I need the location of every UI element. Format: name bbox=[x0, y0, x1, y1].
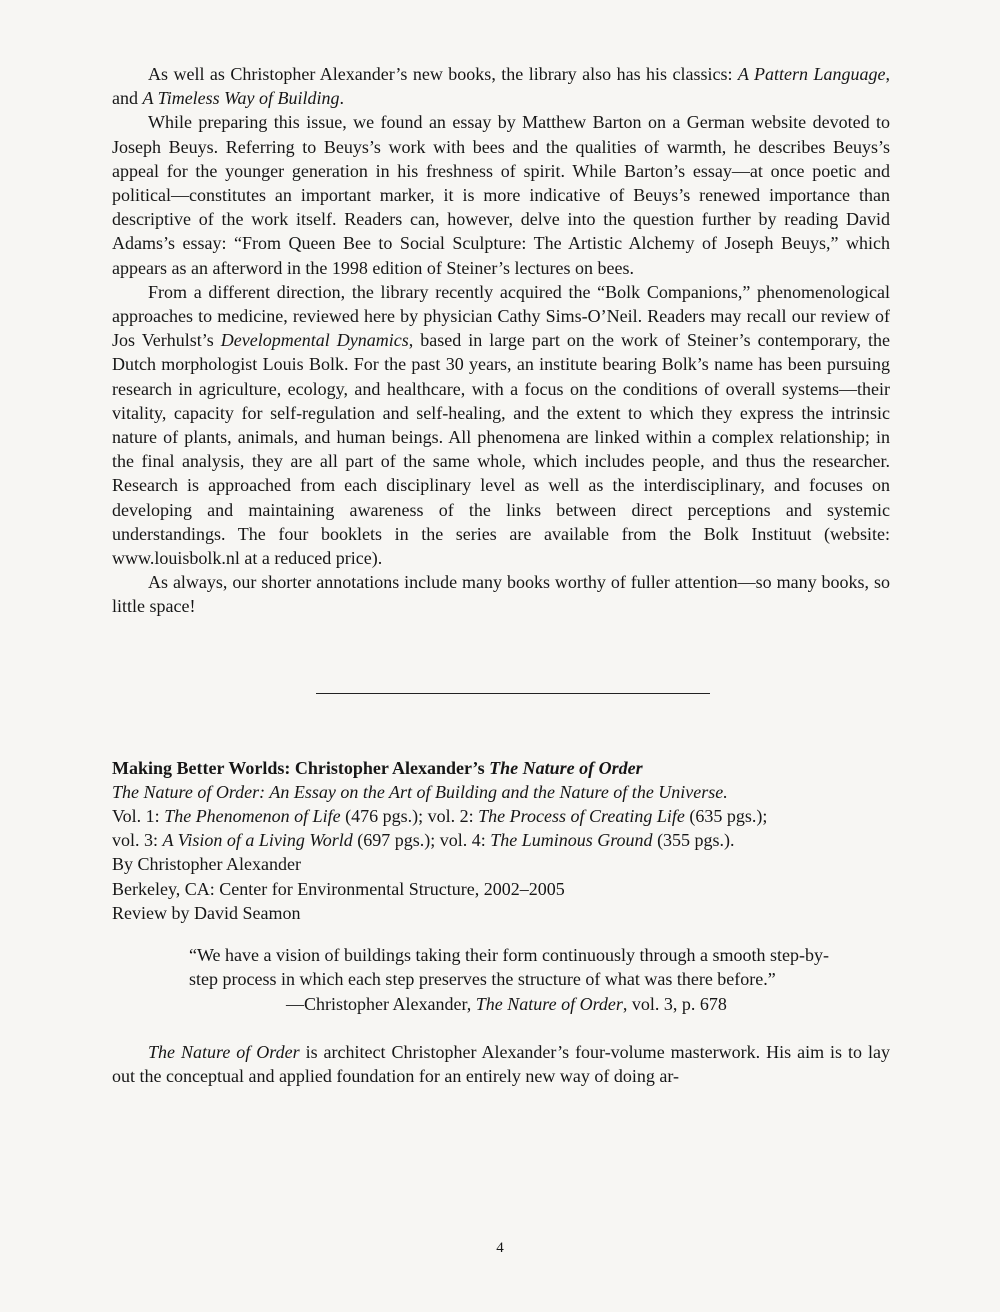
paragraph-shorter-annotations: As always, our shorter annotations include many books worthy of fuller attention—so many books, so little space! bbox=[112, 572, 890, 617]
review-full-title: The Nature of Order: An Essay on the Art of Building and the Nature of the Universe. bbox=[112, 781, 728, 802]
epigraph-attribution: —Christopher Alexander, The Nature of Order, vol. 3, p. 678 bbox=[286, 993, 727, 1014]
review-body-paragraph: The Nature of Order is architect Christopher Alexander’s four-volume masterwork. His aim is to lay out the conceptual and applied foundation for an entirely new way of doing ar- bbox=[112, 1041, 890, 1086]
review-reviewer: Review by David Seamon bbox=[112, 902, 301, 923]
paragraph-beuys: While preparing this issue, we found an essay by Matthew Barton on a German website devoted to Joseph Beuys. Referring to Beuys’s work with bees and the qualities of warmth, he describes Beuys’s appeal for the younger generation in his freshness of spirit. While Barton’s essay—at once poetic and political—constitutes an important marker, it is more indicative of Beuys’s renewed importance than descriptive of the work itself. Readers can, however, delve into the question further by reading David Adams’s essay: “From Queen Bee to Social Sculpture: The Artistic Alchemy of Joseph Beuys,” which appears as an afterword in the 1998 edition of Steiner’s lectures on bees. bbox=[112, 112, 890, 278]
page-content bbox=[112, 62, 890, 1106]
paragraph-library-classics: As well as Christopher Alexander’s new books, the library also has his classics: A Pattern Language, and A Timeless Way of Building. bbox=[112, 64, 890, 109]
epigraph bbox=[189, 943, 849, 1016]
book-title: A Timeless Way of Building bbox=[142, 88, 340, 109]
review-header bbox=[112, 756, 890, 925]
review-heading: Making Better Worlds: Christopher Alexander’s The Nature of Order bbox=[112, 757, 643, 778]
intro-section bbox=[112, 62, 890, 619]
paragraph-bolk: From a different direction, the library recently acquired the “Bolk Companions,” phenomenological approaches to medicine, reviewed here by physician Cathy Sims-O’Neil. Readers may recall our review of Jos Verhulst’s Developmental Dynamics, based in large part on the work of Steiner’s contemporary, the Dutch morphologist Louis Bolk. For the past 30 years, an institute bearing Bolk’s name has been pursuing research in agriculture, ecology, and healthcare, with a focus on the conditions of overall systems—their vitality, capacity for self-regulation and self-healing, and the extent to which they express the intrinsic nature of plants, animals, and human beings. All phenomena are linked within a complex relationship; in the final analysis, they are all part of the same whole, which includes people, and thus the researcher. Research is approached from each disciplinary level as well as the interdisciplinary, and focuses on developing and maintaining awareness of the links between direct perceptions and systemic understandings. The four booklets in the series are available from the Bolk Instituut (website: www.louisbolk.nl at a reduced price). bbox=[112, 281, 890, 569]
review-volumes-line-2: vol. 3: A Vision of a Living World (697 pgs.); vol. 4: The Luminous Ground (355 pgs.). bbox=[112, 830, 735, 851]
page-number: 4 bbox=[496, 1240, 504, 1256]
book-title: A Pattern Language bbox=[737, 64, 886, 84]
review-publisher: Berkeley, CA: Center for Environmental Structure, 2002–2005 bbox=[112, 878, 565, 899]
epigraph-quote: “We have a vision of buildings taking their form continuously through a smooth step-by-step process in which each step preserves the structure of what was there before.” bbox=[189, 945, 829, 990]
review-volumes-line-1: Vol. 1: The Phenomenon of Life (476 pgs.); vol. 2: The Process of Creating Life (635 pgs.); bbox=[112, 806, 768, 827]
book-title: Developmental Dynamics bbox=[220, 330, 409, 351]
section-divider bbox=[316, 693, 710, 694]
review-author: By Christopher Alexander bbox=[112, 854, 301, 875]
